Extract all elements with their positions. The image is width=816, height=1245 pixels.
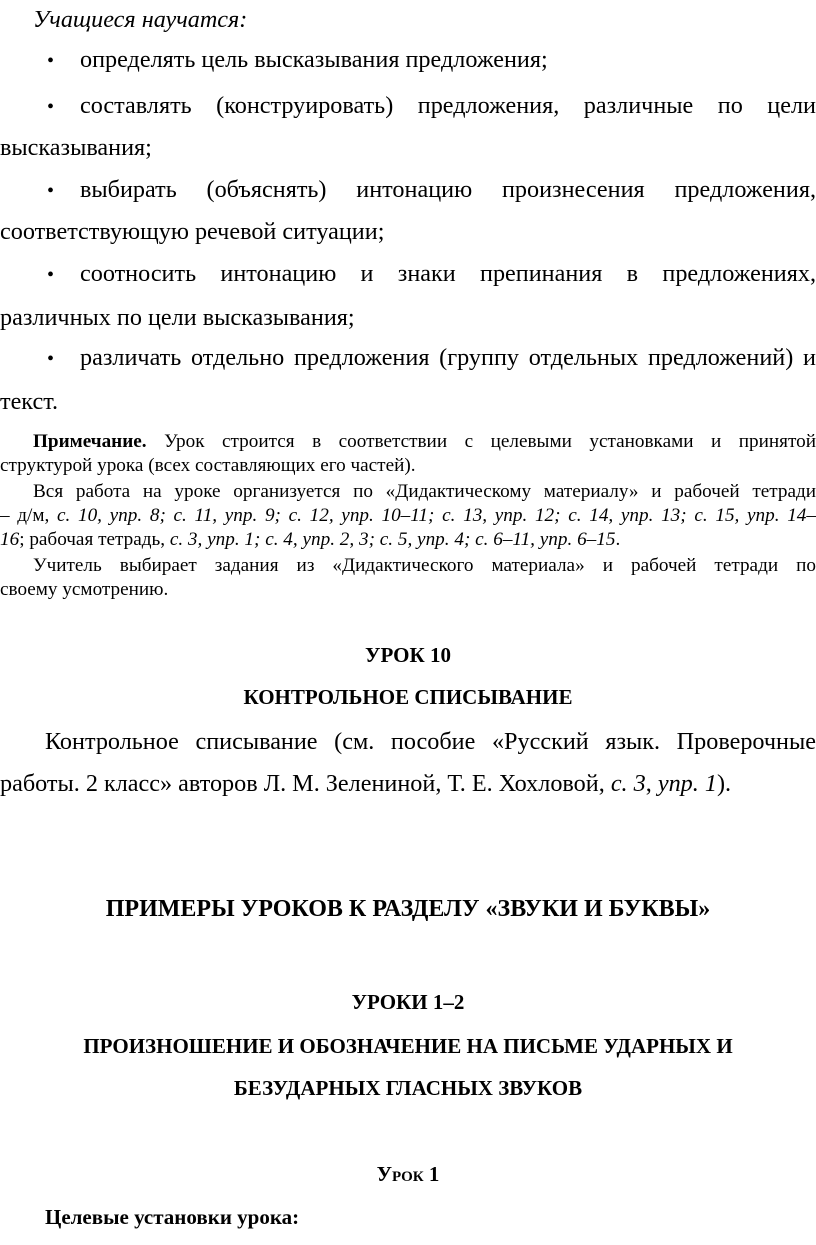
lesson10-l2-end: ). xyxy=(716,770,732,797)
note-p2-line3 xyxy=(0,529,620,551)
lesson10-l2-exercise: упр. 1 xyxy=(657,770,717,797)
note-p2-line2 xyxy=(0,505,816,527)
outcome-1: определять цель высказывания предложения; xyxy=(80,46,548,73)
note-p2-line3-b: ; рабочая тетрадь, xyxy=(19,529,170,550)
note-p3-line1: Учитель выбирает задания из «Дидактического материала» и рабочей тетради по xyxy=(33,555,816,576)
section-title: ПРИМЕРЫ УРОКОВ К РАЗДЕЛУ «ЗВУКИ И БУКВЫ» xyxy=(105,896,711,922)
outcome-3-line2: соответствующую речевой ситуации; xyxy=(0,218,385,245)
note-p1-line2: структурой урока (всех составляющих его частей). xyxy=(0,455,416,476)
note-p2-line3-a: 16 xyxy=(0,529,20,550)
lesson10-text-line2 xyxy=(0,770,731,798)
lesson10-number: УРОК 10 xyxy=(365,643,451,667)
outcome-5-line1: различать отдельно предложения (группу отдельных предложений) и xyxy=(80,344,816,371)
lesson10-l2-sep: , xyxy=(645,770,658,797)
lessons12-title-line1: ПРОИЗНОШЕНИЕ И ОБОЗНАЧЕНИЕ НА ПИСЬМЕ УДАРНЫХ И xyxy=(83,1034,733,1058)
lesson10-title: КОНТРОЛЬНОЕ СПИСЫВАНИЕ xyxy=(243,685,573,709)
lesson10-l2-a: работы. 2 класс» авторов Л. М. Зелениной, Т. Е. Хохловой, xyxy=(0,770,611,797)
note-p1-text: Урок строится в соответствии с целевыми установками и принятой xyxy=(164,431,816,452)
note-p2-line2-a: – д/м, xyxy=(0,505,57,526)
note-p2-line2-refs: с. 10, упр. 8; с. 11, упр. 9; с. 12, упр. 10–11; с. 13, упр. 12; с. 14, упр. 13; с. 15, упр. 14– xyxy=(57,505,816,526)
lessons12-title-line2: БЕЗУДАРНЫХ ГЛАСНЫХ ЗВУКОВ xyxy=(233,1076,583,1100)
lesson10-text-line1: Контрольное списывание (см. пособие «Русский язык. Проверочные xyxy=(45,728,816,755)
note-p2-line3-refs: с. 3, упр. 1; с. 4, упр. 2, 3; с. 5, упр. 4; с. 6–11, упр. 6–15 xyxy=(169,529,616,550)
outcome-4-line1: соотносить интонацию и знаки препинания в предложениях, xyxy=(80,260,816,287)
note-p2-line3-d: . xyxy=(615,529,621,550)
note-p2-line1: Вся работа на уроке организуется по «Дидактическому материалу» и рабочей тетради xyxy=(33,481,816,502)
outcome-2-line1: составлять (конструировать) предложения, различные по цели xyxy=(80,92,816,119)
bullet-icon: • xyxy=(47,96,55,118)
bullet-icon: • xyxy=(47,348,55,370)
learners-heading: Учащиеся научатся: xyxy=(33,6,248,33)
note-p3-line2: своему усмотрению. xyxy=(0,579,169,600)
note-label: Примечание. xyxy=(33,431,147,452)
outcome-4-line2: различных по цели высказывания; xyxy=(0,304,355,331)
bullet-icon: • xyxy=(47,264,55,286)
note-p1-line1 xyxy=(33,431,816,453)
outcome-5-line2: текст. xyxy=(0,388,58,415)
lesson10-l2-page: с. 3 xyxy=(610,770,646,797)
outcome-2-line2: высказывания; xyxy=(0,134,152,161)
lessons12-number: УРОКИ 1–2 xyxy=(351,990,465,1014)
bullet-icon: • xyxy=(47,50,55,72)
lesson1-heading: Урок 1 xyxy=(376,1162,440,1186)
bullet-icon: • xyxy=(47,180,55,202)
lesson1-goals-heading: Целевые установки урока: xyxy=(45,1205,300,1229)
outcome-3-line1: выбирать (объяснять) интонацию произнесения предложения, xyxy=(80,176,816,203)
